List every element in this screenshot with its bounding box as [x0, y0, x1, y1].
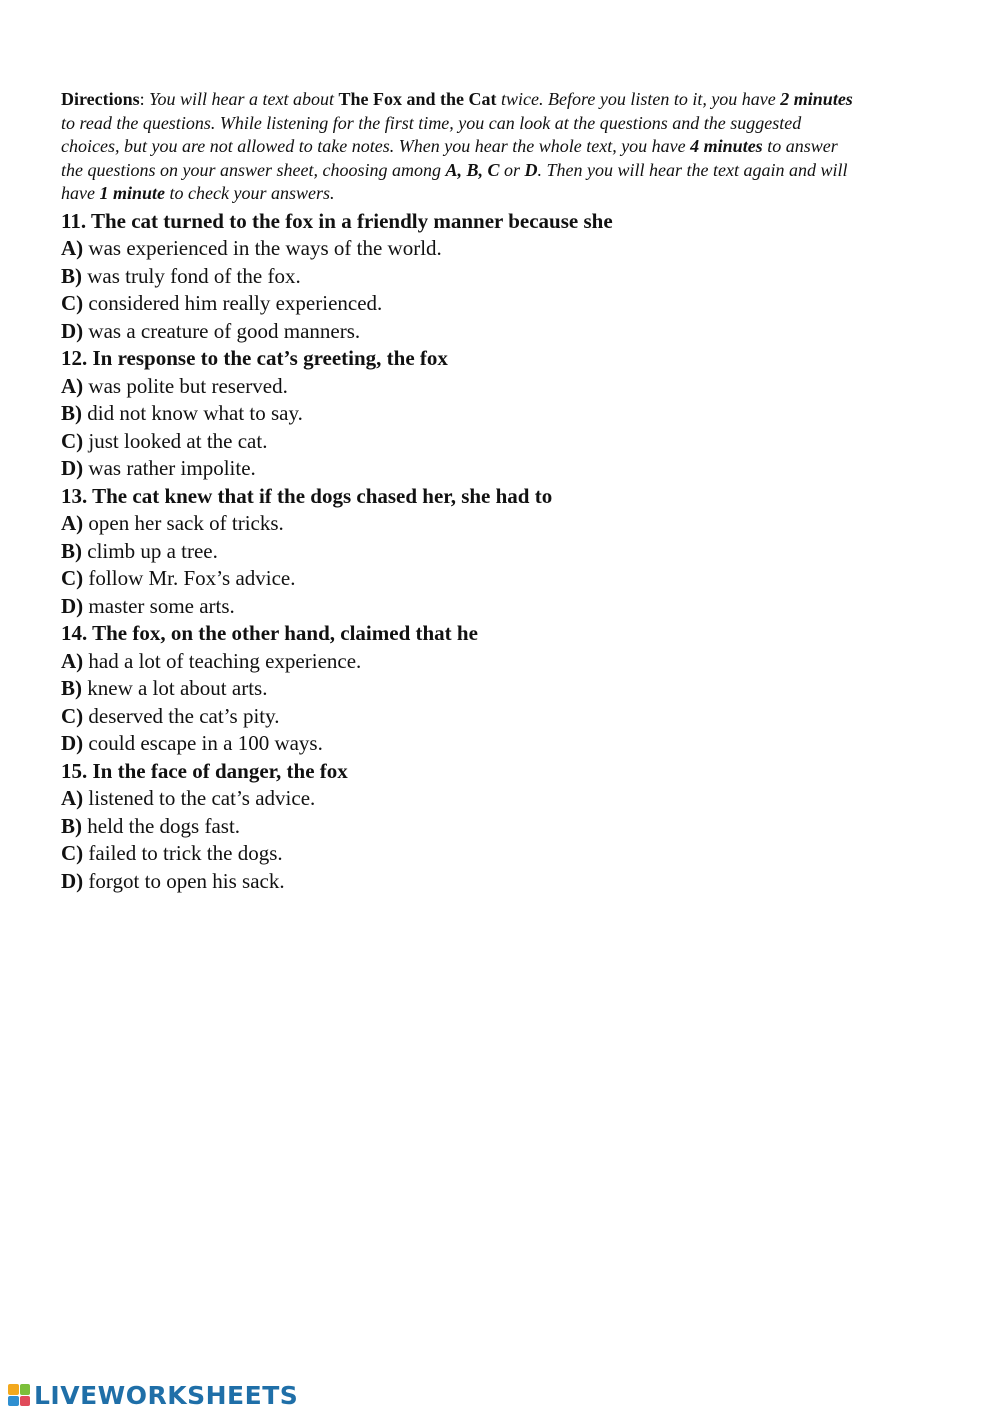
question-13: 13. The cat knew that if the dogs chased her, she had to — [61, 483, 553, 508]
footer-logo — [8, 1381, 298, 1409]
option-letter: B) — [61, 401, 82, 426]
option-letter: C) — [61, 566, 84, 591]
option-text: deserved the cat’s pity. — [83, 703, 280, 728]
option-text: listened to the cat’s advice. — [83, 786, 316, 811]
option-text: did not know what to say. — [82, 401, 303, 426]
option-letter: C) — [61, 841, 84, 866]
logo-tile — [8, 1396, 19, 1407]
logo-text: LIVEWORKSHEETS — [34, 1380, 299, 1410]
logo-tile — [20, 1384, 31, 1395]
answer-option[interactable] — [61, 455, 861, 483]
directions-paragraph: Directions: You will hear a text about The Fox and the Cat twice. Before you listen to it, you have 2 minutes to read the questions. While listening for the first time, you can look at the questions and the suggested choices, but you are not allowed to take notes. When you hear the whole text, you have 4 minutes to answer the questions on your answer sheet, choosing among A, B, C or D. Then you will hear the text again and will have 1 minute to check your answers. — [61, 89, 853, 204]
answer-option[interactable] — [61, 373, 861, 401]
option-letter: A) — [61, 511, 84, 536]
answer-option[interactable] — [61, 263, 861, 291]
option-letter: D) — [61, 868, 84, 893]
option-text: master some arts. — [83, 593, 235, 618]
option-letter: D) — [61, 318, 84, 343]
option-letter: D) — [61, 456, 84, 481]
answer-option[interactable] — [61, 868, 861, 896]
directions-label: Directions — [61, 89, 140, 109]
answer-option[interactable] — [61, 428, 861, 456]
option-letter: A) — [61, 648, 84, 673]
answer-option[interactable] — [61, 648, 861, 676]
option-text: was truly fond of the fox. — [82, 263, 301, 288]
question-15: 15. In the face of danger, the fox — [61, 758, 348, 783]
option-letter: D) — [61, 593, 84, 618]
question-14: 14. The fox, on the other hand, claimed that he — [61, 621, 478, 646]
option-letter: A) — [61, 236, 84, 261]
option-text: forgot to open his sack. — [83, 868, 285, 893]
answer-option[interactable] — [61, 400, 861, 428]
option-letter: C) — [61, 703, 84, 728]
worksheet — [61, 88, 861, 895]
answer-option[interactable] — [61, 510, 861, 538]
answer-option[interactable] — [61, 318, 861, 346]
option-letter: B) — [61, 676, 82, 701]
answer-option[interactable] — [61, 235, 861, 263]
answer-option[interactable] — [61, 730, 861, 758]
answer-option[interactable] — [61, 538, 861, 566]
answer-option[interactable] — [61, 785, 861, 813]
option-text: had a lot of teaching experience. — [83, 648, 362, 673]
option-text: follow Mr. Fox’s advice. — [83, 566, 296, 591]
option-text: knew a lot about arts. — [82, 676, 268, 701]
option-text: considered him really experienced. — [83, 291, 383, 316]
question-list — [61, 208, 861, 896]
option-text: just looked at the cat. — [83, 428, 268, 453]
answer-option[interactable] — [61, 565, 861, 593]
question-12: 12. In response to the cat’s greeting, the fox — [61, 346, 448, 371]
option-text: failed to trick the dogs. — [83, 841, 283, 866]
answer-option[interactable] — [61, 703, 861, 731]
option-letter: B) — [61, 813, 82, 838]
logo-tile — [8, 1384, 19, 1395]
option-text: was experienced in the ways of the world. — [83, 236, 442, 261]
answer-option[interactable] — [61, 813, 861, 841]
story-title: The Fox and the Cat — [338, 89, 497, 109]
answer-option[interactable] — [61, 593, 861, 621]
option-letter: C) — [61, 291, 84, 316]
option-text: held the dogs fast. — [82, 813, 241, 838]
option-letter: A) — [61, 373, 84, 398]
option-text: was a creature of good manners. — [83, 318, 361, 343]
option-letter: B) — [61, 538, 82, 563]
answer-option[interactable] — [61, 290, 861, 318]
option-letter: A) — [61, 786, 84, 811]
answer-option[interactable] — [61, 675, 861, 703]
option-letter: B) — [61, 263, 82, 288]
liveworksheets-logo-icon — [8, 1384, 30, 1406]
option-text: climb up a tree. — [82, 538, 218, 563]
option-text: was polite but reserved. — [83, 373, 288, 398]
option-text: was rather impolite. — [83, 456, 256, 481]
question-11: 11. The cat turned to the fox in a friendly manner because she — [61, 208, 613, 233]
logo-tile — [20, 1396, 31, 1407]
option-text: could escape in a 100 ways. — [83, 731, 323, 756]
option-letter: C) — [61, 428, 84, 453]
option-text: open her sack of tricks. — [83, 511, 284, 536]
option-letter: D) — [61, 731, 84, 756]
answer-option[interactable] — [61, 840, 861, 868]
